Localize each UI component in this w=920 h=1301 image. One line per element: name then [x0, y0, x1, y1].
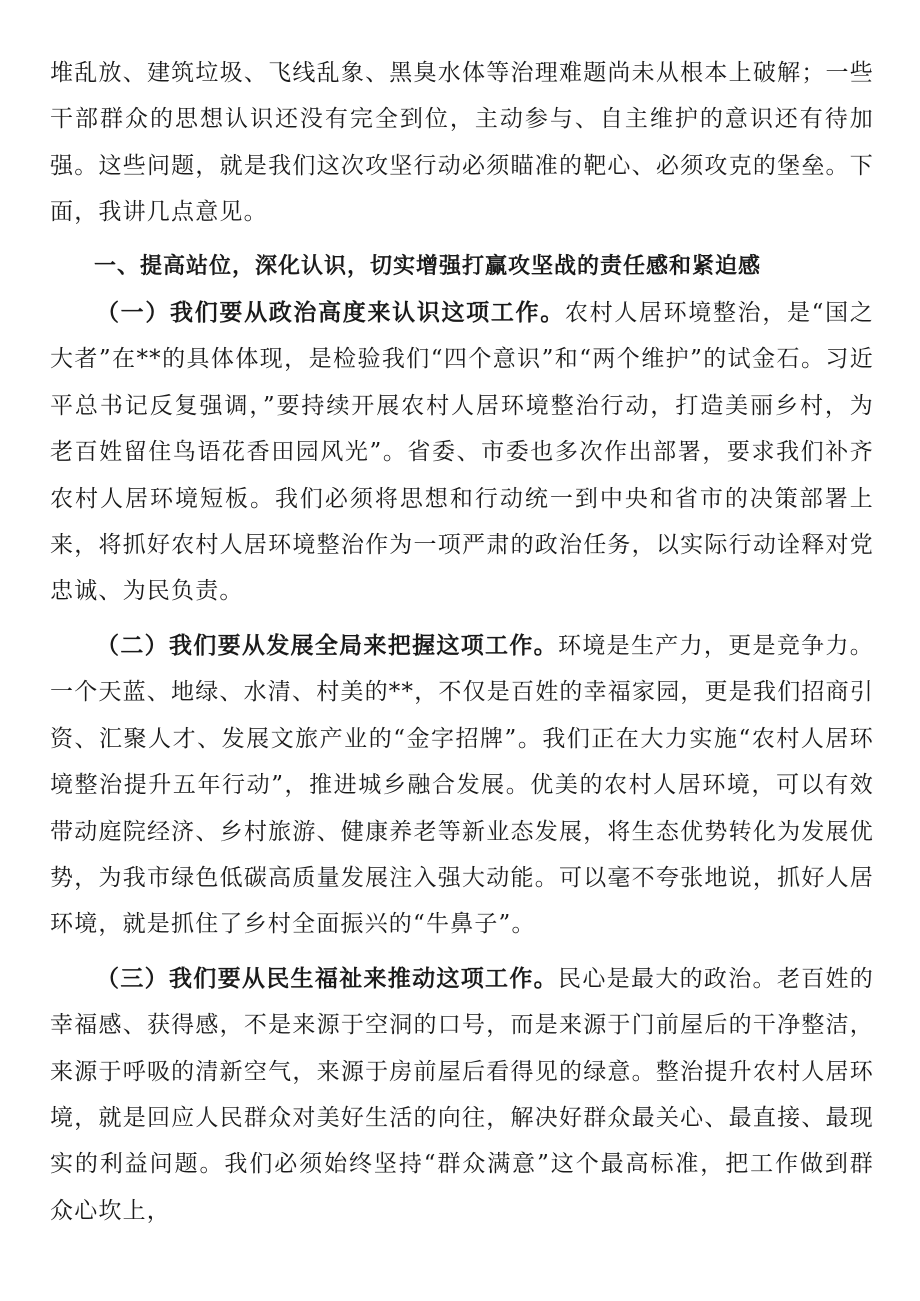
subsection-3-lead: （三）我们要从民生福祉来推动这项工作。: [96, 965, 558, 992]
section-heading: 一、提高站位，深化认识，切实增强打赢攻坚战的责任感和紧迫感: [94, 253, 762, 279]
subsection-2-text: 环境是生产力，更是竞争力。一个天蓝、地绿、水清、村美的**，不仅是百姓的幸福家园，更是我们招商引资、汇聚人才、发展文旅产业的“金字招牌”。我们正在大力实施“农村人居环境整治提升五年行动”，推进城乡融合发展。优美的农村人居环境，可以有效带动庭院经济、乡村旅游、健康养老等新业态发展，将生态优势转化为发展优势，为我市绿色低碳高质量发展注入强大动能。可以毫不夸张地说，抓好人居环境，就是抓住了乡村全面振兴的“牛鼻子”。: [50, 632, 874, 938]
opening-paragraph: [50, 50, 874, 236]
subsection-3-text: 民心是最大的政治。老百姓的幸福感、获得感，不是来源于空洞的口号，而是来源于门前屋后的干净整洁，来源于呼吸的清新空气，来源于房前屋后看得见的绿意。整治提升农村人居环境，就是回应人民群众对美好生活的向往，解决好群众最关心、最直接、最现实的利益问题。我们必须始终坚持“群众满意”这个最高标准，把工作做到群众心坎上，: [50, 965, 874, 1224]
subsection-1: [50, 290, 874, 615]
subsection-3: [50, 956, 874, 1234]
subsection-1-text: 农村人居环境整治，是“国之大者”在**的具体体现，是检验我们“四个意识”和“两个维护”的试金石。习近平总书记反复强调，”要持续开展农村人居环境整治行动，打造美丽乡村，为老百姓留住鸟语花香田园风光”。省委、市委也多次作出部署，要求我们补齐农村人居环境短板。我们必须将思想和行动统一到中央和省市的决策部署上来，将抓好农村人居环境整治作为一项严肃的政治任务，以实际行动诠释对党忠诚、为民负责。: [50, 300, 874, 605]
subsection-2: [50, 623, 874, 948]
subsection-2-lead: （二）我们要从发展全局来把握这项工作。: [96, 632, 558, 659]
subsection-1-lead: （一）我们要从政治高度来认识这项工作。: [96, 300, 565, 327]
paragraph-text: 堆乱放、建筑垃圾、飞线乱象、黑臭水体等治理难题尚未从根本上破解；一些干部群众的思想认识还没有完全到位，主动参与、自主维护的意识还有待加强。这些问题，就是我们这次攻坚行动必须瞄准的靶心、必须攻克的堡垒。下面，我讲几点意见。: [50, 60, 874, 226]
document-body: [50, 50, 874, 1242]
